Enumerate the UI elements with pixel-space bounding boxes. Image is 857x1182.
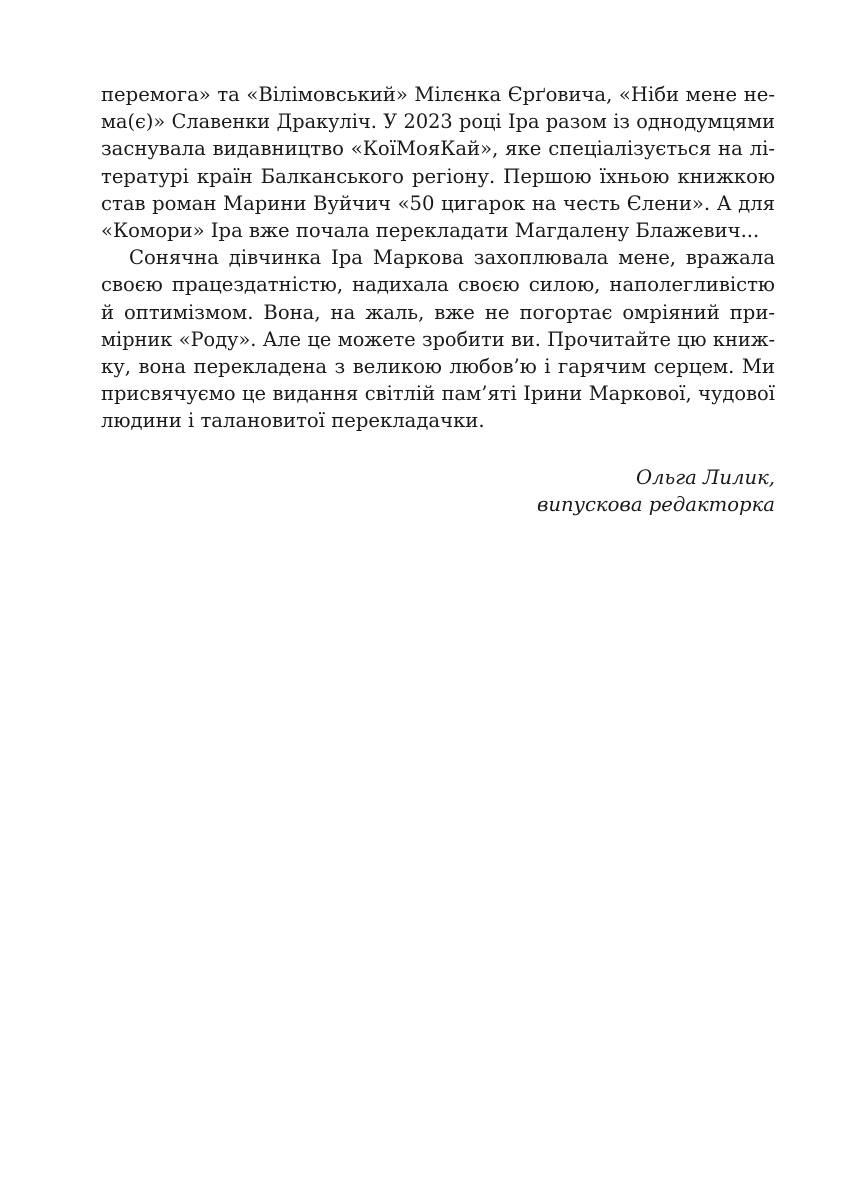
text-line: тературі країн Балканського регіону. Першою їхньою книжкою — [101, 164, 775, 188]
text-line: мірник «Роду». Але це можете зробити ви. Прочитайте цю книж- — [101, 327, 775, 351]
text-line: став роман Марини Вуйчич «50 цигарок на честь Єлени». А для — [101, 191, 775, 215]
signature-role: випускова редакторка — [536, 493, 775, 517]
text-line: перемога» та «Вілімовський» Мілєнка Єрґовича, «Ніби мене не- — [101, 83, 775, 106]
text-line: ку, вона перекладена з великою любов’ю і гарячим серцем. Ми — [101, 354, 775, 378]
text-line: присвячуємо це видання світлій пам’яті Ірини Маркової, чудової — [101, 382, 775, 406]
text-line: ма(є)» Славенки Дракуліч. У 2023 році Іра разом із однодумцями — [101, 110, 775, 134]
body-text — [101, 81, 775, 434]
text-line: своєю працездатністю, надихала своєю силою, наполегливістю — [101, 273, 775, 297]
text-line: заснувала видавництво «КоїМояКай», яке спеціалізується на лі- — [101, 137, 775, 161]
text-line: й оптимізмом. Вона, на жаль, вже не погортає омріяний при- — [101, 300, 775, 324]
text-line: людини і талановитої перекладачки. — [101, 409, 485, 433]
signature-name: Ольга Лилик, — [635, 466, 775, 489]
text-line: Сонячна дівчинка Іра Маркова захоплювала мене, вражала — [129, 246, 775, 270]
text-line: «Комори» Іра вже почала перекладати Магдалену Блажевич... — [101, 218, 760, 242]
signature-block — [537, 464, 775, 518]
